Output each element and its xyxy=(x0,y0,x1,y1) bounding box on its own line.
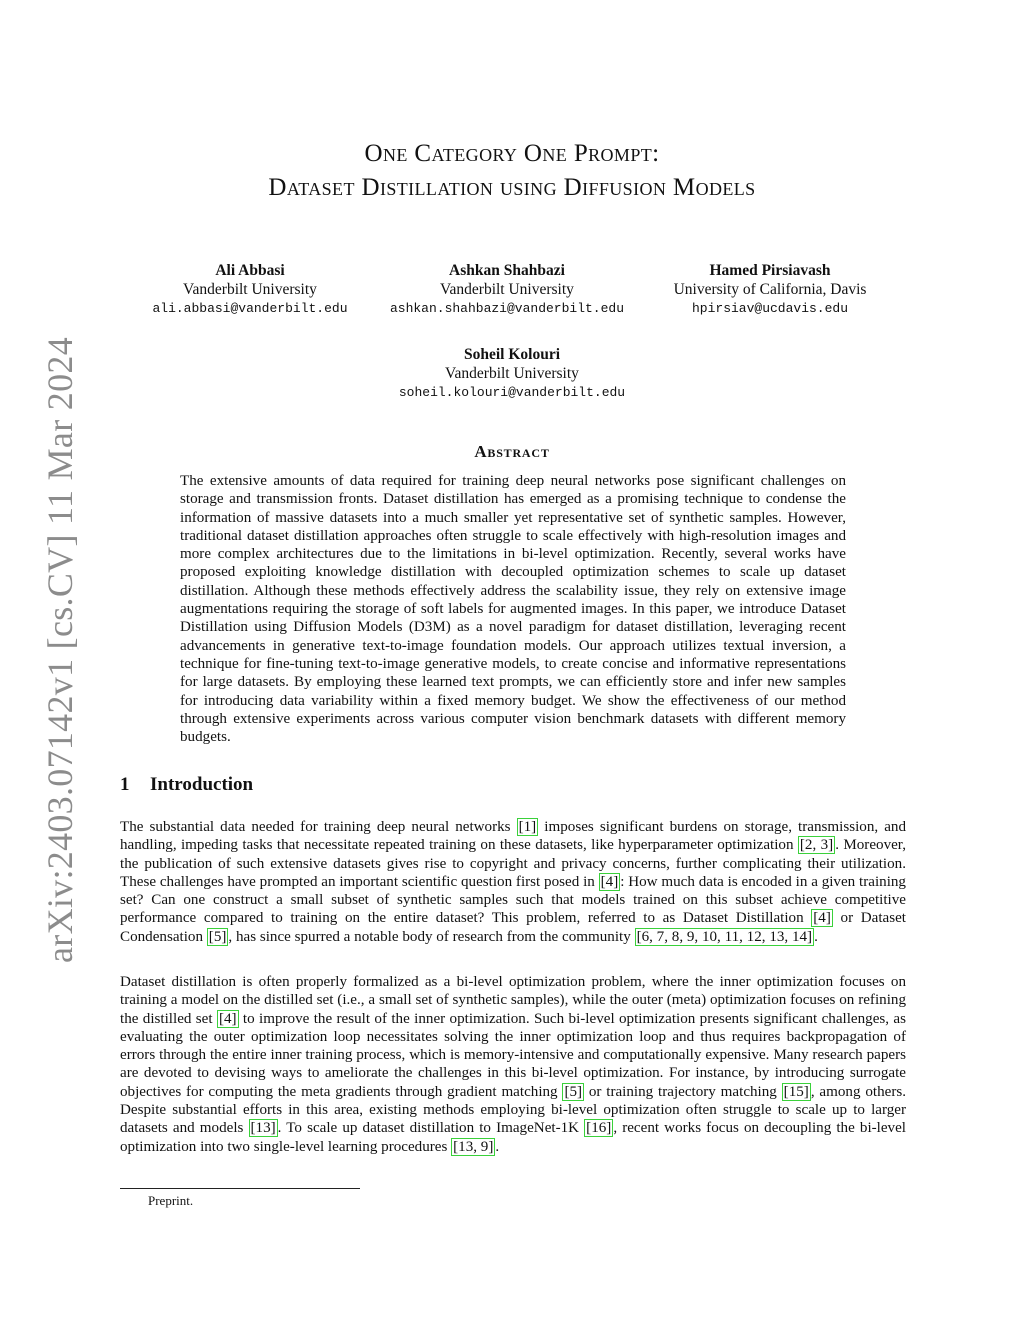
citation-link[interactable]: [15] xyxy=(783,1083,809,1100)
footnote-divider xyxy=(120,1188,360,1189)
paragraph-text: The substantial data needed for training deep neural networks xyxy=(120,819,517,835)
section-number: 1 xyxy=(120,774,130,795)
intro-paragraph-2 xyxy=(120,973,906,1156)
arxiv-identifier: arXiv:2403.07142v1 [cs.CV] 11 Mar 2024 xyxy=(40,337,80,963)
paragraph-text: to improve the result of the inner optimization. Such bi-level optimization presents significant challenges, as evaluating the outer optimization loop necessitates solving the inner optimization loop and thus requires backpropagation of errors through the entire inner training process, which is memory-intensive and computationally expensive. Many research papers are devoted to devising ways to ameliorate the challenges in this bi-level optimization. For instance, by introducing surrogate objectives for computing the meta gradients through gradient matching xyxy=(120,1010,906,1100)
paper-title xyxy=(0,137,1024,205)
author-block xyxy=(377,261,637,318)
author-block xyxy=(382,345,642,402)
author-affiliation: University of California, Davis xyxy=(673,281,867,298)
author-email[interactable]: soheil.kolouri@vanderbilt.edu xyxy=(398,385,626,400)
author-email[interactable]: hpirsiav@ucdavis.edu xyxy=(691,301,849,316)
citation-link[interactable]: [5] xyxy=(564,1083,583,1100)
section-heading xyxy=(120,774,253,796)
citation-link[interactable]: [13] xyxy=(250,1120,276,1137)
paragraph-text: Dataset distillation is often properly formalized as a bi-level optimization problem, where the inner optimization focuses on training a model on the distilled set (i.e., a small set of synthetic samples), while the outer (meta) optimization focuses on refining the distilled set xyxy=(120,974,906,1027)
abstract-heading: Abstract xyxy=(474,442,550,461)
paragraph-text: . Moreover, the publication of such extensive datasets gives rise to copyright and privacy concerns, further complicating their utilization. These challenges have prompted an important scientific question first posed in xyxy=(120,837,907,890)
citation-link[interactable]: [4] xyxy=(813,910,831,927)
paragraph-text: , recent works focus on decoupling the bi-level optimization into two single-level learning procedures xyxy=(120,1120,906,1155)
author-name: Ashkan Shahbazi xyxy=(449,262,565,279)
author-affiliation: Vanderbilt University xyxy=(183,281,317,298)
author-email[interactable]: ashkan.shahbazi@vanderbilt.edu xyxy=(389,301,625,316)
author-affiliation: Vanderbilt University xyxy=(445,365,579,382)
citation-link[interactable]: [16] xyxy=(586,1120,612,1137)
citation-link[interactable]: [4] xyxy=(600,873,619,890)
citation-link[interactable]: [5] xyxy=(208,928,227,945)
footnote: Preprint. xyxy=(148,1193,194,1208)
paragraph-text: , has since spurred a notable body of research from the community xyxy=(228,928,635,945)
author-affiliation: Vanderbilt University xyxy=(440,281,574,298)
paragraph-text: imposes significant burdens on storage, transmission, and handling, impeding tasks that necessitate repeated training on these datasets, like hyperparameter optimization xyxy=(120,819,907,854)
author-block xyxy=(130,261,370,318)
paragraph-text: . xyxy=(495,1138,500,1155)
citation-link[interactable]: [2, 3] xyxy=(799,837,834,854)
paragraph-text: , among others. Despite substantial efforts in this area, existing methods employing bi-level optimization often struggle to scale up to larger datasets and models xyxy=(120,1083,906,1137)
author-name: Hamed Pirsiavash xyxy=(709,262,831,279)
abstract-text: The extensive amounts of data required for training deep neural networks pose significant challenges on storage and transmission fronts. Dataset distillation has emerged as a promising technique to condense the information of massive datasets into a much smaller yet representative set of synthetic samples. However, traditional dataset distillation approaches often struggle to scale effectively with high-resolution images and more complex architectures due to the limitations in bi-level optimization. Recently, several works have proposed exploiting knowledge distillation with decoupled optimization schemes to scale up dataset distillation. Although these methods effectively address the scalability issue, they rely on extensive image augmentations requiring the storage of soft labels for augmented images. In this paper, we introduce Dataset Distillation using Diffusion Models (D3M) as a novel paradigm for dataset distillation, leveraging recent advancements in generative text-to-image foundation models. Our approach utilizes textual inversion, a technique for fine-tuning text-to-image generative models, to create concise and informative representations for large datasets. By employing these learned text prompts, we can efficiently store and infer new samples for introducing data variability within a fixed memory budget. We show the effectiveness of our method through extensive experiments across various computer vision benchmark datasets with different memory budgets. xyxy=(180,473,846,746)
title-line-1: One Category One Prompt: xyxy=(364,140,660,167)
paragraph-text: : How much data is encoded in a given training set? Can one construct a small subset of synthetic samples such that models trained on this subset achieve competitive performance compared to training on the entire dataset? This problem, referred to as Dataset Distillation xyxy=(120,873,906,927)
citation-link[interactable]: [1] xyxy=(518,819,537,835)
citation-link[interactable]: [13, 9] xyxy=(453,1138,494,1155)
author-name: Ali Abbasi xyxy=(215,262,285,279)
paragraph-text: or Dataset Condensation xyxy=(120,910,906,945)
paragraph-text: . To scale up dataset distillation to ImageNet-1K xyxy=(277,1120,585,1137)
citation-link[interactable]: [4] xyxy=(218,1010,237,1027)
section-title: Introduction xyxy=(150,774,254,795)
intro-paragraph-1 xyxy=(120,818,906,946)
paragraph-text: or training trajectory matching xyxy=(584,1083,782,1100)
author-name: Soheil Kolouri xyxy=(463,346,561,363)
author-block xyxy=(650,261,890,318)
author-email[interactable]: ali.abbasi@vanderbilt.edu xyxy=(152,301,348,316)
paragraph-text: . xyxy=(814,928,818,945)
citation-link[interactable]: [6, 7, 8, 9, 10, 11, 12, 13, 14] xyxy=(636,928,813,945)
title-line-2: Dataset Distillation using Diffusion Models xyxy=(268,174,756,201)
